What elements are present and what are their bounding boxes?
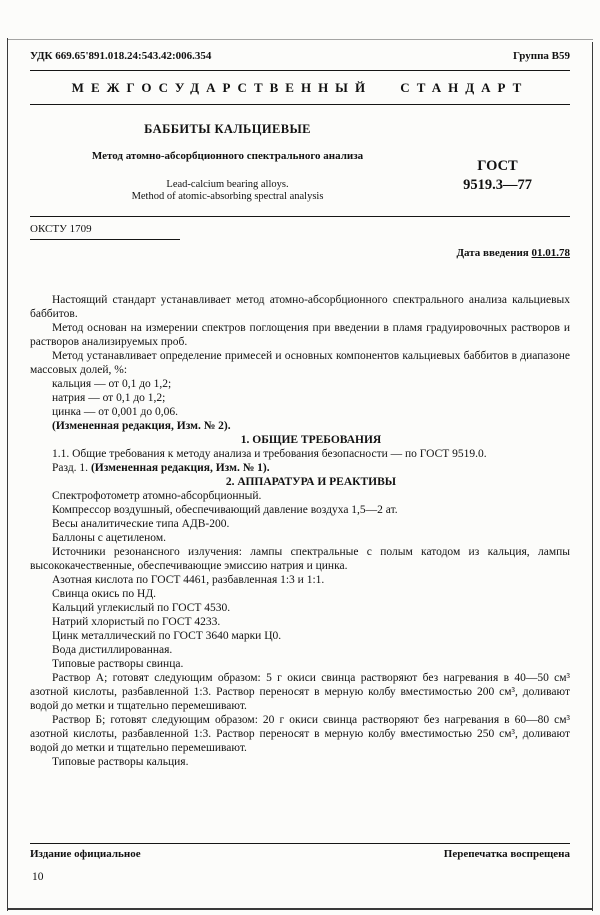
- standard-type-banner: МЕЖГОСУДАРСТВЕННЫЙ СТАНДАРТ: [71, 80, 529, 95]
- range-line-calcium: кальция — от 0,1 до 1,2;: [52, 378, 172, 390]
- document-body: [30, 293, 570, 769]
- scan-edge-bottom: [7, 908, 593, 910]
- range-line-zinc: цинка — от 0,001 до 0,06.: [52, 406, 178, 418]
- section-1-amendment-bold: (Измененная редакция, Изм. № 1).: [90, 462, 270, 474]
- footer-row: [30, 848, 570, 860]
- group-label: Группа В59: [512, 50, 570, 62]
- section-1-amendment-prefix: Разд. 1.: [52, 462, 91, 474]
- section-2-item: Баллоны с ацетиленом.: [52, 532, 166, 544]
- document-subtitle: Метод атомно-абсорбционного спектрального анализа: [91, 150, 364, 162]
- section-1-amendment: [30, 461, 570, 475]
- title-area: [30, 105, 570, 202]
- reprint-prohibited-label: Перепечатка воспрещена: [443, 848, 570, 860]
- section-2-item: Типовые растворы свинца.: [52, 658, 184, 670]
- section-2-item: Кальций углекислый по ГОСТ 4530.: [52, 602, 231, 614]
- document-title-english-2: Method of atomic-absorbing spectral analysis: [131, 191, 324, 202]
- title-block: [30, 105, 425, 202]
- section-2-item: Источники резонансного излучения: лампы спектральные с полым катодом из кальция, лампы высококачественные, обеспечивающие эмиссию натрия и цинка.: [30, 546, 570, 572]
- section-2-item: Весы аналитические типа АДВ-200.: [52, 518, 230, 530]
- section-2-item: Натрий хлористый по ГОСТ 4233.: [52, 616, 221, 628]
- short-rule: [30, 239, 180, 240]
- gost-label: ГОСТ: [477, 158, 518, 174]
- section-1-heading: 1. ОБЩИЕ ТРЕБОВАНИЯ: [240, 434, 382, 446]
- section-2-item: Раствор А; готовят следующим образом: 5 г окиси свинца растворяют без нагревания в 40—50 см³ азотной кислоты, разбавленной 1:3. Раствор переносят в мерную колбу вместимостью 200 см³, доливают водой до метки и тщательно перемешивают.: [30, 672, 570, 712]
- effective-date-row: [30, 247, 570, 259]
- section-2-item: Азотная кислота по ГОСТ 4461, разбавленная 1:3 и 1:1.: [52, 574, 325, 586]
- udk-row: [30, 0, 570, 62]
- document-title-english-1: Lead-calcium bearing alloys.: [166, 179, 289, 190]
- gost-designation: [425, 157, 570, 202]
- document-title: БАББИТЫ КАЛЬЦИЕВЫЕ: [144, 122, 311, 136]
- udk-number: УДК 669.65'891.018.24:543.42:006.354: [30, 50, 212, 62]
- page-footer: [30, 843, 570, 860]
- effective-date-label: Дата введения: [456, 247, 529, 259]
- section-2-item: Типовые растворы кальция.: [52, 756, 189, 768]
- effective-date-value: 01.01.78: [531, 247, 570, 259]
- intro-paragraph: Метод основан на измерении спектров поглощения при введении в пламя градуировочных растворов и растворов анализируемых проб.: [30, 322, 570, 348]
- amendment-note: (Измененная редакция, Изм. № 2).: [52, 420, 231, 432]
- intro-paragraph: Настоящий стандарт устанавливает метод атомно-абсорбционного спектрального анализа кальциевых баббитов.: [30, 294, 570, 320]
- scan-edge-left: [7, 38, 8, 911]
- scan-edge-top: [7, 39, 593, 40]
- horizontal-rule: [30, 70, 570, 71]
- range-line-sodium: натрия — от 0,1 до 1,2;: [52, 392, 166, 404]
- horizontal-rule: [30, 216, 570, 217]
- section-2-item: Раствор Б; готовят следующим образом: 20 г окиси свинца растворяют без нагревания в 60—80 см³ азотной кислоты, разбавленной 1:3. Раствор переносят в мерную колбу вместимостью 250 см³, доливают водой до метки и тщательно перемешивают.: [30, 714, 570, 754]
- section-2-item: Свинца окись по НД.: [52, 588, 157, 600]
- page-number: 10: [32, 871, 44, 883]
- official-edition-label: Издание официальное: [30, 848, 141, 860]
- section-2-heading: 2. АППАРАТУРА И РЕАКТИВЫ: [225, 476, 397, 488]
- section-1-paragraph: 1.1. Общие требования к методу анализа и требования безопасности — по ГОСТ 9519.0.: [52, 448, 487, 460]
- section-2-item: Вода дистиллированная.: [52, 644, 173, 656]
- section-2-item: Компрессор воздушный, обеспечивающий давление воздуха 1,5—2 ат.: [52, 504, 398, 516]
- section-2-item: Цинк металлический по ГОСТ 3640 марки Ц0.: [52, 630, 282, 642]
- intro-paragraph: Метод устанавливает определение примесей и основных компонентов кальциевых баббитов в диапазоне массовых долей, %:: [30, 350, 570, 376]
- okstu-code: ОКСТУ 1709: [30, 223, 92, 235]
- footer-rule: [30, 843, 570, 844]
- gost-number: 9519.3—77: [463, 177, 532, 193]
- scan-edge-right: [592, 42, 593, 911]
- section-2-item: Спектрофотометр атомно-абсорбционный.: [52, 490, 262, 502]
